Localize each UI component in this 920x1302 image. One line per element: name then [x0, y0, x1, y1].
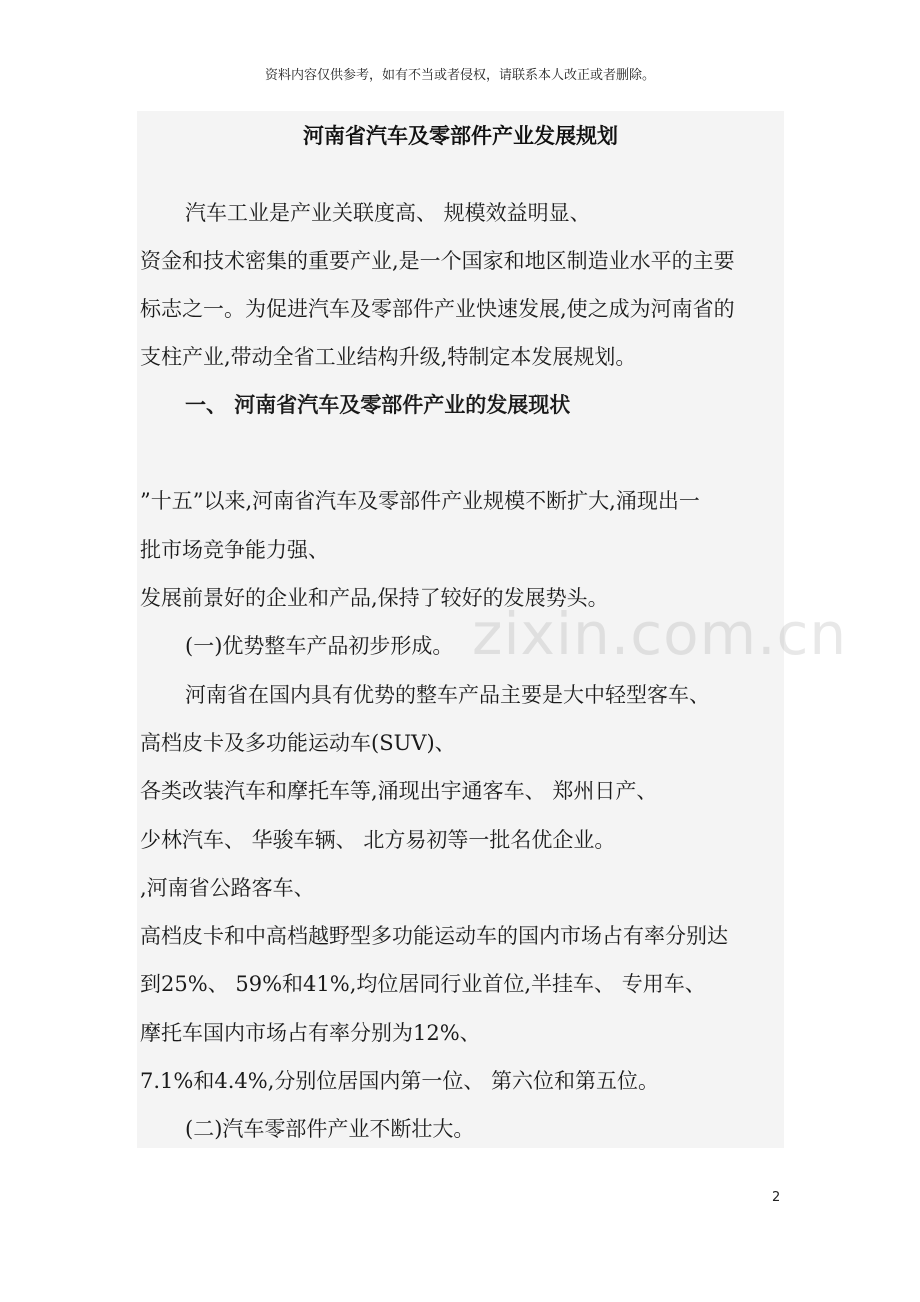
page-number: 2	[772, 1190, 781, 1205]
paragraph-line: 少林汽车、 华骏车辆、 北方易初等一批名优企业。	[140, 828, 616, 852]
subsection-heading: (二)汽车零部件产业不断壮大。	[185, 1117, 475, 1141]
paragraph-line: 发展前景好的企业和产品,保持了较好的发展势头。	[140, 586, 609, 610]
paragraph-line: 高档皮卡及多功能运动车(SUV)、	[140, 731, 456, 755]
section-heading: 一、 河南省汽车及零部件产业的发展现状	[185, 393, 571, 417]
paragraph-line: ”十五”以来,河南省汽车及零部件产业规模不断扩大,涌现出一	[140, 489, 700, 513]
paragraph-line: 支柱产业,带动全省工业结构升级,特制定本发展规划。	[140, 345, 637, 369]
watermark: zixin.com.cn	[472, 600, 848, 668]
paragraph-line: 标志之一。为促进汽车及零部件产业快速发展,使之成为河南省的	[140, 297, 735, 321]
paragraph-line: 资金和技术密集的重要产业,是一个国家和地区制造业水平的主要	[140, 249, 735, 273]
paragraph-line: 高档皮卡和中高档越野型多功能运动车的国内市场占有率分别达	[140, 924, 728, 948]
document-title: 河南省汽车及零部件产业发展规划	[303, 124, 618, 148]
disclaimer-header: 资料内容仅供参考，如有不当或者侵权，请联系本人改正或者删除。	[264, 68, 655, 83]
subsection-heading: (一)优势整车产品初步形成。	[185, 634, 454, 658]
paragraph-line: ,河南省公路客车、	[140, 876, 315, 900]
paragraph-line: 批市场竞争能力强、	[140, 538, 329, 562]
paragraph-line: 各类改装汽车和摩托车等,涌现出宇通客车、 郑州日产、	[140, 779, 658, 803]
paragraph-line: 7.1%和4.4%,分别位居国内第一位、 第六位和第五位。	[140, 1069, 660, 1093]
paragraph-line: 河南省在国内具有优势的整车产品主要是大中轻型客车、	[185, 683, 710, 707]
paragraph-line: 汽车工业是产业关联度高、 规模效益明显、	[185, 201, 591, 225]
paragraph-line: 到25%、 59%和41%,均位居同行业首位,半挂车、 专用车、	[140, 972, 706, 996]
paragraph-line: 摩托车国内市场占有率分别为12%、	[140, 1021, 481, 1045]
